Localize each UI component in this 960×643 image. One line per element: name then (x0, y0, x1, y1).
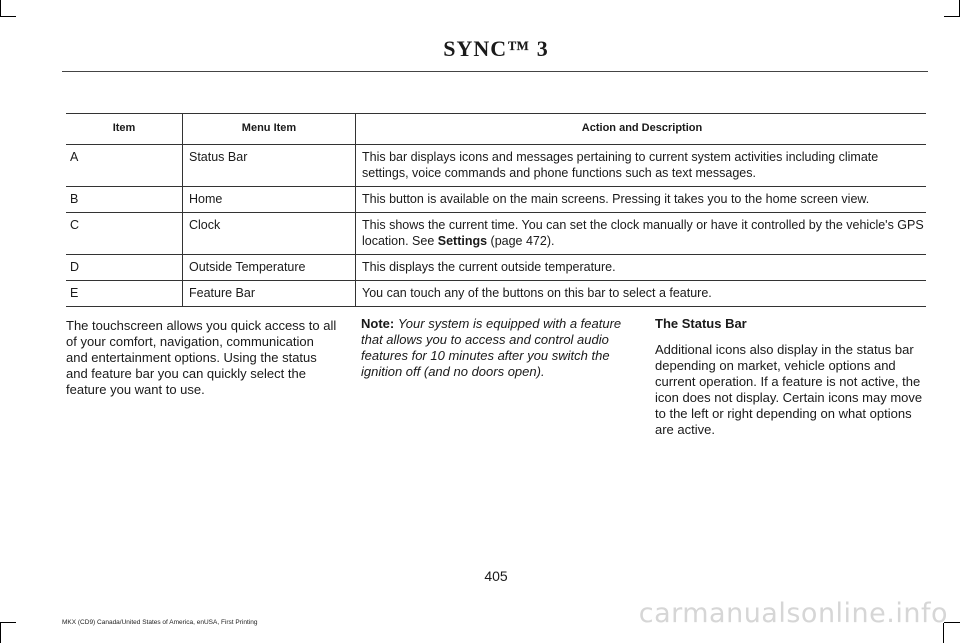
note-text: Your system is equipped with a feature that allows you to access and control audio features for 10 minutes after you switch the ignition off (and no doors open). (361, 316, 622, 379)
cell-item: E (66, 281, 183, 307)
table-header-row (66, 114, 926, 145)
page-reference: (page 472). (487, 234, 555, 248)
footer-text: MKX (CD9) Canada/United States of America, enUSA, First Printing (62, 619, 258, 626)
status-paragraph: Additional icons also display in the status bar depending on market, vehicle options and current operation. If a feature is not active, the icon does not display. Certain icons may move to the left or right depending on what options are active. (655, 342, 923, 437)
cell-menu-item: Clock (183, 213, 356, 255)
table-row (66, 213, 926, 255)
table-row (66, 281, 926, 307)
crop-mark (944, 16, 960, 17)
page-number: 405 (484, 568, 508, 584)
cell-menu-item: Status Bar (183, 145, 356, 187)
items-table (66, 113, 926, 307)
note-label: Note: (361, 316, 395, 331)
column-header-menu-item: Menu Item (183, 114, 356, 145)
cell-item: A (66, 145, 183, 187)
intro-paragraph: The touchscreen allows you quick access to all of your comfort, navigation, communication and entertainment options. Using the status and feature bar you can quickly select the feature you want to use. (66, 318, 337, 397)
cell-description: This bar displays icons and messages pertaining to current system activities including climate settings, voice commands and phone functions such as text messages. (356, 145, 927, 187)
crop-mark (0, 623, 1, 643)
cell-description: This button is available on the main screens. Pressing it takes you to the home screen view. (356, 187, 927, 213)
table-row (66, 255, 926, 281)
watermark: carmanualsonline.info (638, 598, 948, 629)
header-divider (62, 71, 928, 72)
page-title: SYNC™ 3 (443, 36, 549, 61)
cell-description: This displays the current outside temperature. (356, 255, 927, 281)
column-header-item: Item (66, 114, 183, 145)
cell-menu-item: Outside Temperature (183, 255, 356, 281)
crop-mark (0, 0, 1, 16)
crop-mark (0, 16, 16, 17)
note-paragraph (361, 316, 633, 380)
column-intro (66, 318, 338, 410)
column-header-action: Action and Description (356, 114, 927, 145)
column-note (361, 316, 633, 392)
crop-mark (0, 622, 16, 623)
cell-item: D (66, 255, 183, 281)
settings-link[interactable]: Settings (437, 234, 488, 248)
cell-item: B (66, 187, 183, 213)
cell-description (356, 213, 927, 255)
description-text: This shows the current time. You can set the clock manually or have it controlled by the vehicle's GPS location. See (362, 218, 924, 248)
table-row (66, 187, 926, 213)
cell-item: C (66, 213, 183, 255)
cell-description: You can touch any of the buttons on this bar to select a feature. (356, 281, 927, 307)
section-heading: The Status Bar (655, 316, 747, 331)
column-status-bar (655, 316, 927, 450)
cell-menu-item: Home (183, 187, 356, 213)
table-row (66, 145, 926, 187)
cell-menu-item: Feature Bar (183, 281, 356, 307)
